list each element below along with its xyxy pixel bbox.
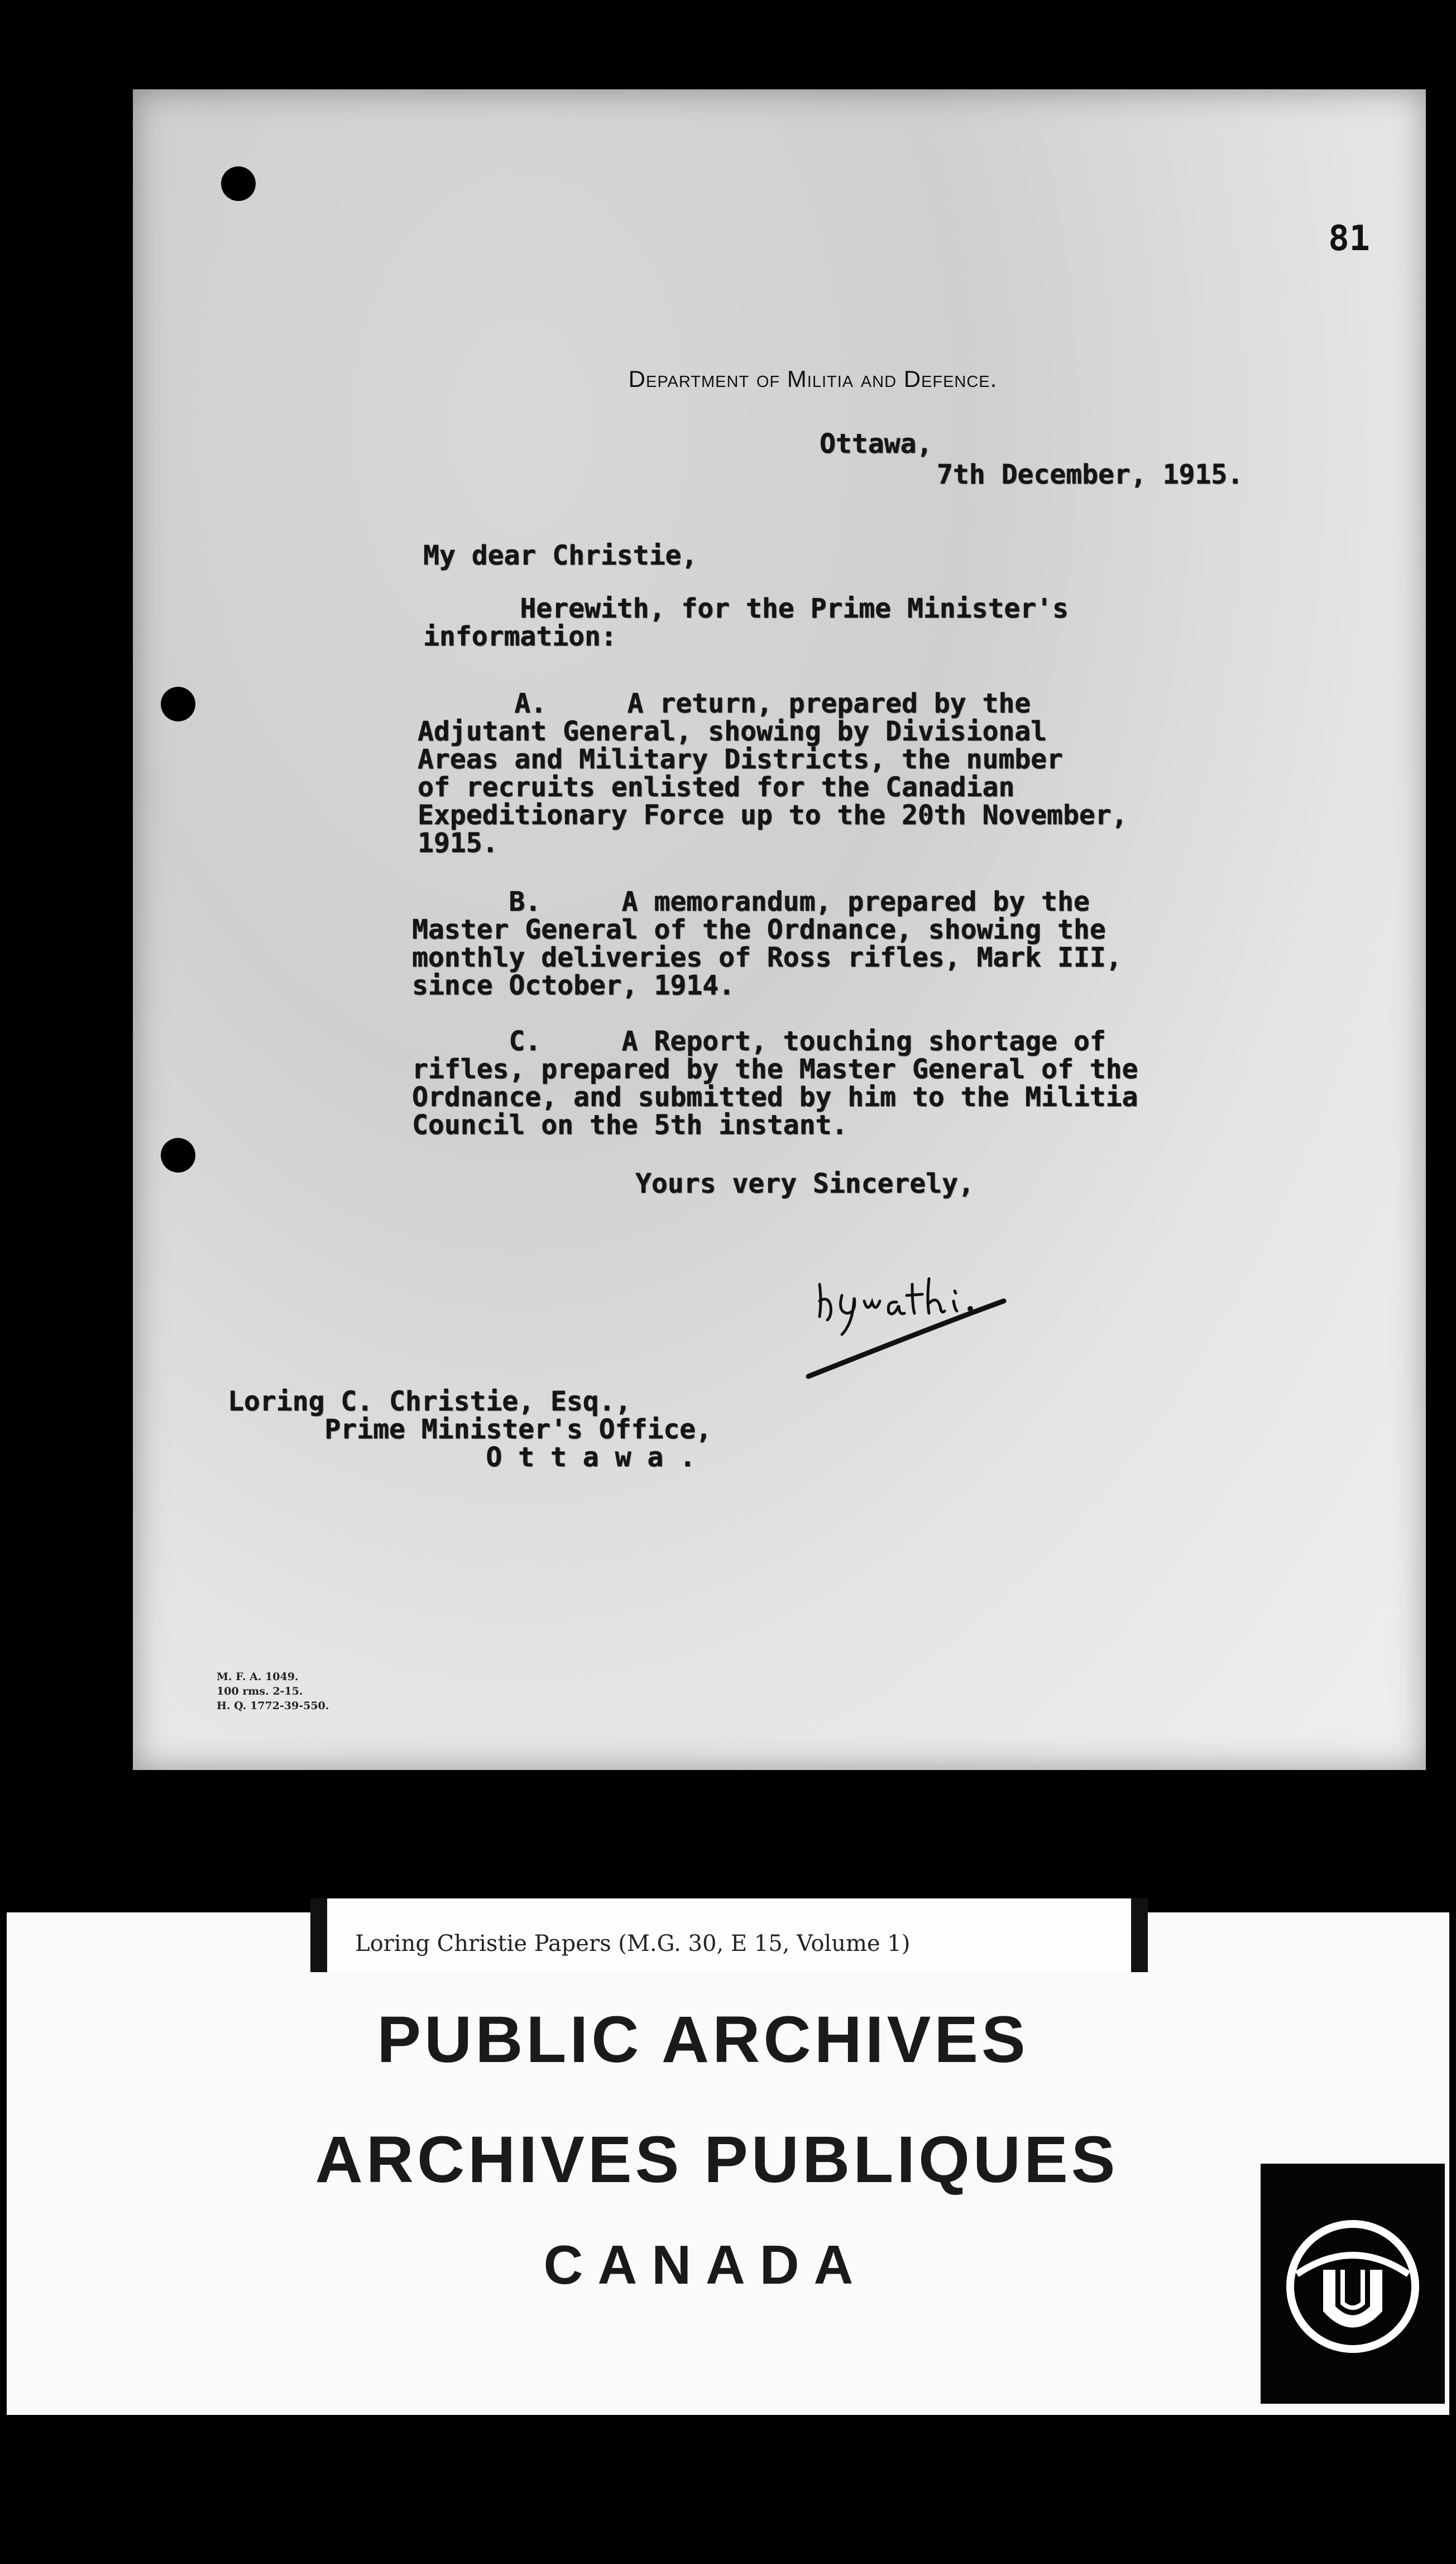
punch-hole-bottom (161, 1138, 195, 1173)
place-line: Ottawa, (820, 428, 933, 460)
archive-title-french: ARCHIVES PUBLIQUES (315, 2123, 1119, 2197)
item-b-paragraph: B. A memorandum, prepared by the Master General of the Ordnance, showing the monthly deliveries of Ross rifles, Mark III, since October, 1914. (412, 886, 1122, 1001)
letter-page (133, 89, 1426, 1770)
salutation: My dear Christie, (423, 540, 698, 571)
logo-mark (1275, 2214, 1431, 2359)
archive-title-english: PUBLIC ARCHIVES (377, 2003, 1029, 2077)
citation-strip (310, 1898, 1148, 1972)
archive-country: CANADA (543, 2234, 868, 2295)
page-number: 81 (1328, 218, 1370, 259)
intro-paragraph: Herewith, for the Prime Minister's information: (423, 593, 1069, 652)
item-c-paragraph: C. A Report, touching shortage of rifles, prepared by the Master General of the Ordnance, and submitted by him to the Militia Council on the 5th instant. (412, 1026, 1138, 1141)
punch-hole-middle (161, 687, 195, 721)
citation-label: Loring Christie Papers (M.G. 30, E 15, Volume 1) (355, 1931, 911, 1957)
archives-canada-logo-icon (1261, 2164, 1445, 2404)
addressee-block: Loring C. Christie, Esq., Prime Minister's Office, O t t a w a . (228, 1386, 712, 1473)
bottom-band (0, 2415, 1456, 2564)
signature-icon (803, 1262, 1093, 1407)
date-line: 7th December, 1915. (937, 459, 1244, 490)
form-code: M. F. A. 1049. 100 rms. 2-15. H. Q. 1772-39-550. (217, 1671, 329, 1712)
closing-line: Yours very Sincerely, (635, 1168, 974, 1199)
letterhead: Department of Militia and Defence. (628, 366, 998, 392)
item-a-paragraph: A. A return, prepared by the Adjutant General, showing by Divisional Areas and Military Districts, the number of recruits enlisted for the Canadian Expeditionary Force up to the 20th November, 1915. (418, 688, 1128, 859)
punch-hole-top (221, 166, 256, 201)
